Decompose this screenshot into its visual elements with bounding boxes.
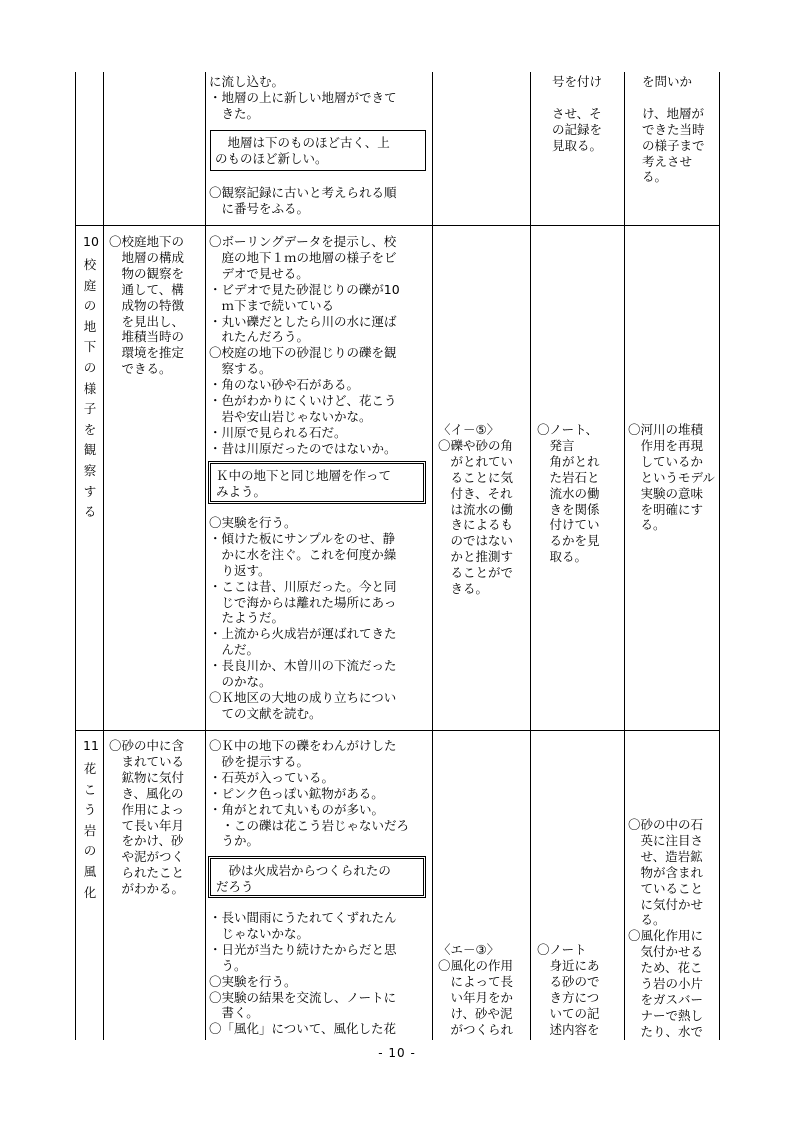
evaluation-criteria: 〈エ－③〉 〇風化の作用 によって長 い年月をか け、砂や泥 がつくられ	[438, 942, 514, 1037]
activity-text: ・長い間雨にうたれてくずれたん じゃないかな。 ・日光が当たり続けたからだと思 う。 〇実験を行う。 〇実験の結果を交流し、ノートに 書く。 〇「風化」について、風化した花	[209, 910, 397, 1037]
problem-box	[208, 461, 426, 504]
column-divider	[624, 72, 625, 1040]
evaluation-method: 〇ノート、 発言 角がとれ た岩石と 流水の働 きを関係 付けてい るかを見 取る。	[537, 422, 600, 565]
column-divider	[103, 72, 104, 1040]
problem-text: 砂は火成岩からつくられたの だろう	[216, 863, 391, 894]
teacher-support: 〇河川の堆積 作用を再現 しているか というモデル 実験の意味 を明確にす る。	[628, 422, 715, 533]
column-divider	[205, 72, 206, 1040]
column-divider	[432, 72, 433, 1040]
problem-box	[208, 856, 426, 898]
evaluation-criteria: 〈イ－⑤〉 〇礫や砂の角 がとれてい ることに気 付き、それ は流水の働 きによるも のではない かと推測す ることがで きる。	[438, 422, 514, 597]
problem-text: Ｋ中の地下と同じ地層を作って みよう。	[216, 468, 392, 499]
activity-text: 〇ボーリングデータを提示し、校 庭の地下１ｍの地層の様子をビ デオで見せる。 ・ビデオで見た砂混じりの礫が10 ｍ下まで続いている ・丸い礫だとしたら川の水に運ば れたんだろう。 〇校庭の地下の砂混じりの礫を観 察する。 ・角のない砂や石がある。 ・色がわかりにくいけど、花こう 岩や安山岩じゃないかな。 ・川原で見られる石だ。 ・昔は川原だったのではないか。	[209, 234, 400, 456]
column-divider	[530, 72, 531, 1040]
evaluation-method: 〇ノート 身近にあ る砂ので き方につ いての記 述内容を	[537, 942, 600, 1037]
lesson-number: 10	[83, 234, 99, 249]
lesson-title: 花こう岩の風化	[83, 761, 97, 900]
method-text: 号を付け させ、そ の記録を 見取る。	[552, 74, 603, 153]
lesson-goal: 〇砂の中に含 まれている 鉱物に気付 き、風化の 作用によっ て長い年月 をかけ、砂 や泥がつく られたこと がわかる。	[109, 738, 185, 897]
lesson-number: 11	[83, 738, 99, 753]
lesson-goal: 〇校庭地下の 地層の構成 物の観察を 通して、構 成物の特徴 を見出し、 堆積当時の 環境を推定 できる。	[109, 234, 185, 377]
activity-text: 〇観察記録に古いと考えられる順 に番号をふる。	[209, 185, 397, 216]
key-point-box	[210, 130, 426, 171]
page-number: - 10 -	[378, 1046, 416, 1060]
teacher-support: 〇砂の中の石 英に注目さ せ、造岩鉱 物が含まれ ていること に気付かせ る。 〇風化作用に 気付かせる ため、花こ う岩の小片 をガスバー ナーで熱し たり、水で	[628, 817, 704, 1039]
key-point-text: 地層は下のものほど古く、上 のものほど新しい。	[215, 135, 390, 166]
support-text: を問いか け、地層が できた当時 の様子まで 考えさせ る。	[642, 74, 705, 185]
lesson-title: 校庭の地下の様子を観察する	[83, 257, 97, 520]
activity-text: に流し込む。 ・地層の上に新しい地層ができて きた。	[209, 74, 397, 121]
row-divider	[76, 225, 719, 226]
activity-text: 〇実験を行う。 ・傾けた板にサンプルをのせ、静 かに水を注ぐ。これを何度か繰 り返す。 ・ここは昔、川原だった。今と同 じで海からは離れた場所にあっ たようだ。 ・上流から火成岩が運ばれてきた んだ。 ・長良川か、木曽川の下流だった のかな。 〇Ｋ地区の大地の成り立ちについ ての文献を読む。	[209, 515, 397, 721]
activity-text: 〇Ｋ中の地下の礫をわんがけした 砂を提示する。 ・石英が入っている。 ・ピンク色っぽい鉱物がある。 ・角がとれて丸いものが多い。 ・この礫は花こう岩じゃないだろ うか。	[209, 738, 410, 849]
lesson-plan-table	[75, 72, 720, 1040]
row-divider	[76, 730, 719, 731]
